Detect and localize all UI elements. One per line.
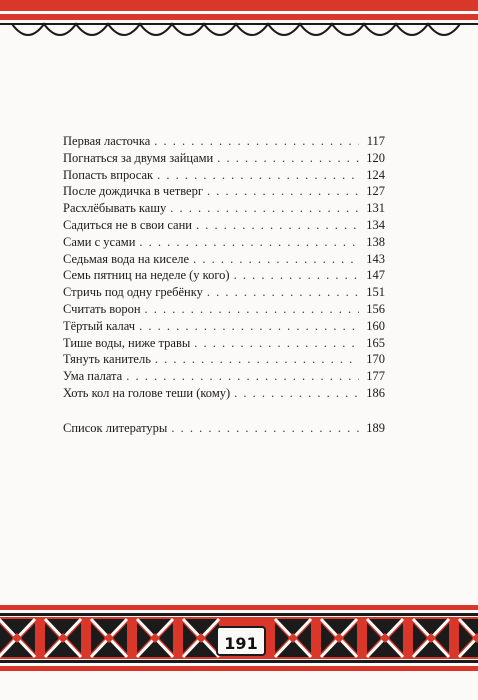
dot-leader xyxy=(155,351,359,368)
toc-entry-title: Ума палата xyxy=(63,369,123,384)
toc-entry-page: 131 xyxy=(366,201,385,216)
toc-entry-page: 147 xyxy=(366,268,385,283)
toc-row xyxy=(63,133,385,150)
toc-entry-page: 124 xyxy=(366,167,385,182)
toc-entry-title: Сами с усами xyxy=(63,234,136,249)
toc-entry-title: Тянуть канитель xyxy=(63,352,151,367)
dot-leader xyxy=(234,267,359,284)
toc-entry-title: Расхлёбывать кашу xyxy=(63,201,167,216)
toc-row xyxy=(63,251,385,268)
toc-entry-page: 127 xyxy=(366,184,385,199)
toc-entry-title: Погнаться за двумя зайцами xyxy=(63,150,214,165)
toc-entry-title: Первая ласточка xyxy=(63,134,151,148)
toc-row xyxy=(63,335,385,352)
dot-leader xyxy=(145,301,359,318)
toc-entry-page: 156 xyxy=(366,301,385,316)
dot-leader xyxy=(196,217,359,234)
toc-entry-page: 151 xyxy=(366,285,385,300)
dot-leader xyxy=(126,368,359,385)
ornament-motif xyxy=(321,619,357,657)
toc-entry-page: 120 xyxy=(366,150,385,165)
page-number: 191 xyxy=(224,633,258,653)
toc-entry-page: 160 xyxy=(366,318,385,333)
ornament-motif xyxy=(45,619,81,657)
table-of-contents xyxy=(63,133,385,402)
toc-row-bibliography xyxy=(63,420,385,437)
toc-entry-title: Тёртый калач xyxy=(63,318,136,333)
toc-entry-page: 189 xyxy=(366,421,385,435)
dot-leader xyxy=(207,284,359,301)
toc-row xyxy=(63,183,385,200)
toc-row xyxy=(63,167,385,184)
toc-entry-page: 165 xyxy=(366,335,385,350)
toc-row xyxy=(63,351,385,368)
ornament-motif xyxy=(367,619,403,657)
top-ornament-border xyxy=(0,0,478,60)
dot-leader xyxy=(139,318,359,335)
dot-leader xyxy=(234,385,359,402)
toc-entry-title: Семь пятниц на неделе (у кого) xyxy=(63,268,230,283)
toc-row xyxy=(63,200,385,217)
dot-leader xyxy=(154,133,359,150)
dot-leader xyxy=(171,420,359,437)
toc-row xyxy=(63,150,385,167)
ornament-motif xyxy=(0,619,35,657)
toc-row xyxy=(63,284,385,301)
toc-entry-title: Седьмая вода на киселе xyxy=(63,251,190,266)
toc-row xyxy=(63,368,385,385)
toc-entry-title: Попасть впросак xyxy=(63,167,154,182)
toc-entry-title: Хоть кол на голове теши (кому) xyxy=(63,385,231,400)
toc-entry-title: Список литературы xyxy=(63,421,168,435)
ornament-motif xyxy=(183,619,219,657)
toc-row xyxy=(63,234,385,251)
toc-entry-page: 143 xyxy=(366,251,385,266)
toc-row xyxy=(63,217,385,234)
ornament-motif xyxy=(91,619,127,657)
dot-leader xyxy=(217,150,359,167)
dot-leader xyxy=(207,183,359,200)
toc-entry-title: Садиться не в свои сани xyxy=(63,217,192,232)
dot-leader xyxy=(157,167,359,184)
toc-entry-title: Считать ворон xyxy=(63,301,141,316)
toc-entry-title: Стричь под одну гребёнку xyxy=(63,285,203,300)
toc-entry-page: 138 xyxy=(366,234,385,249)
toc-entry-title: После дождичка в четверг xyxy=(63,184,203,199)
toc-entry-page: 186 xyxy=(366,385,385,400)
ornament-motif xyxy=(413,619,449,657)
toc-entry-page: 134 xyxy=(366,217,385,232)
bibliography-entry xyxy=(63,420,385,437)
ornament-motif xyxy=(275,619,311,657)
toc-row xyxy=(63,318,385,335)
dot-leader xyxy=(193,251,359,268)
toc-row xyxy=(63,301,385,318)
ornament-motif xyxy=(137,619,173,657)
toc-row xyxy=(63,385,385,402)
toc-entry-page: 117 xyxy=(366,134,385,148)
dot-leader xyxy=(194,335,359,352)
toc-entry-page: 177 xyxy=(366,369,385,384)
toc-entry-page: 170 xyxy=(366,352,385,367)
dot-leader xyxy=(170,200,359,217)
toc-row xyxy=(63,267,385,284)
dot-leader xyxy=(139,234,359,251)
toc-entry-title: Тише воды, ниже травы xyxy=(63,335,191,350)
